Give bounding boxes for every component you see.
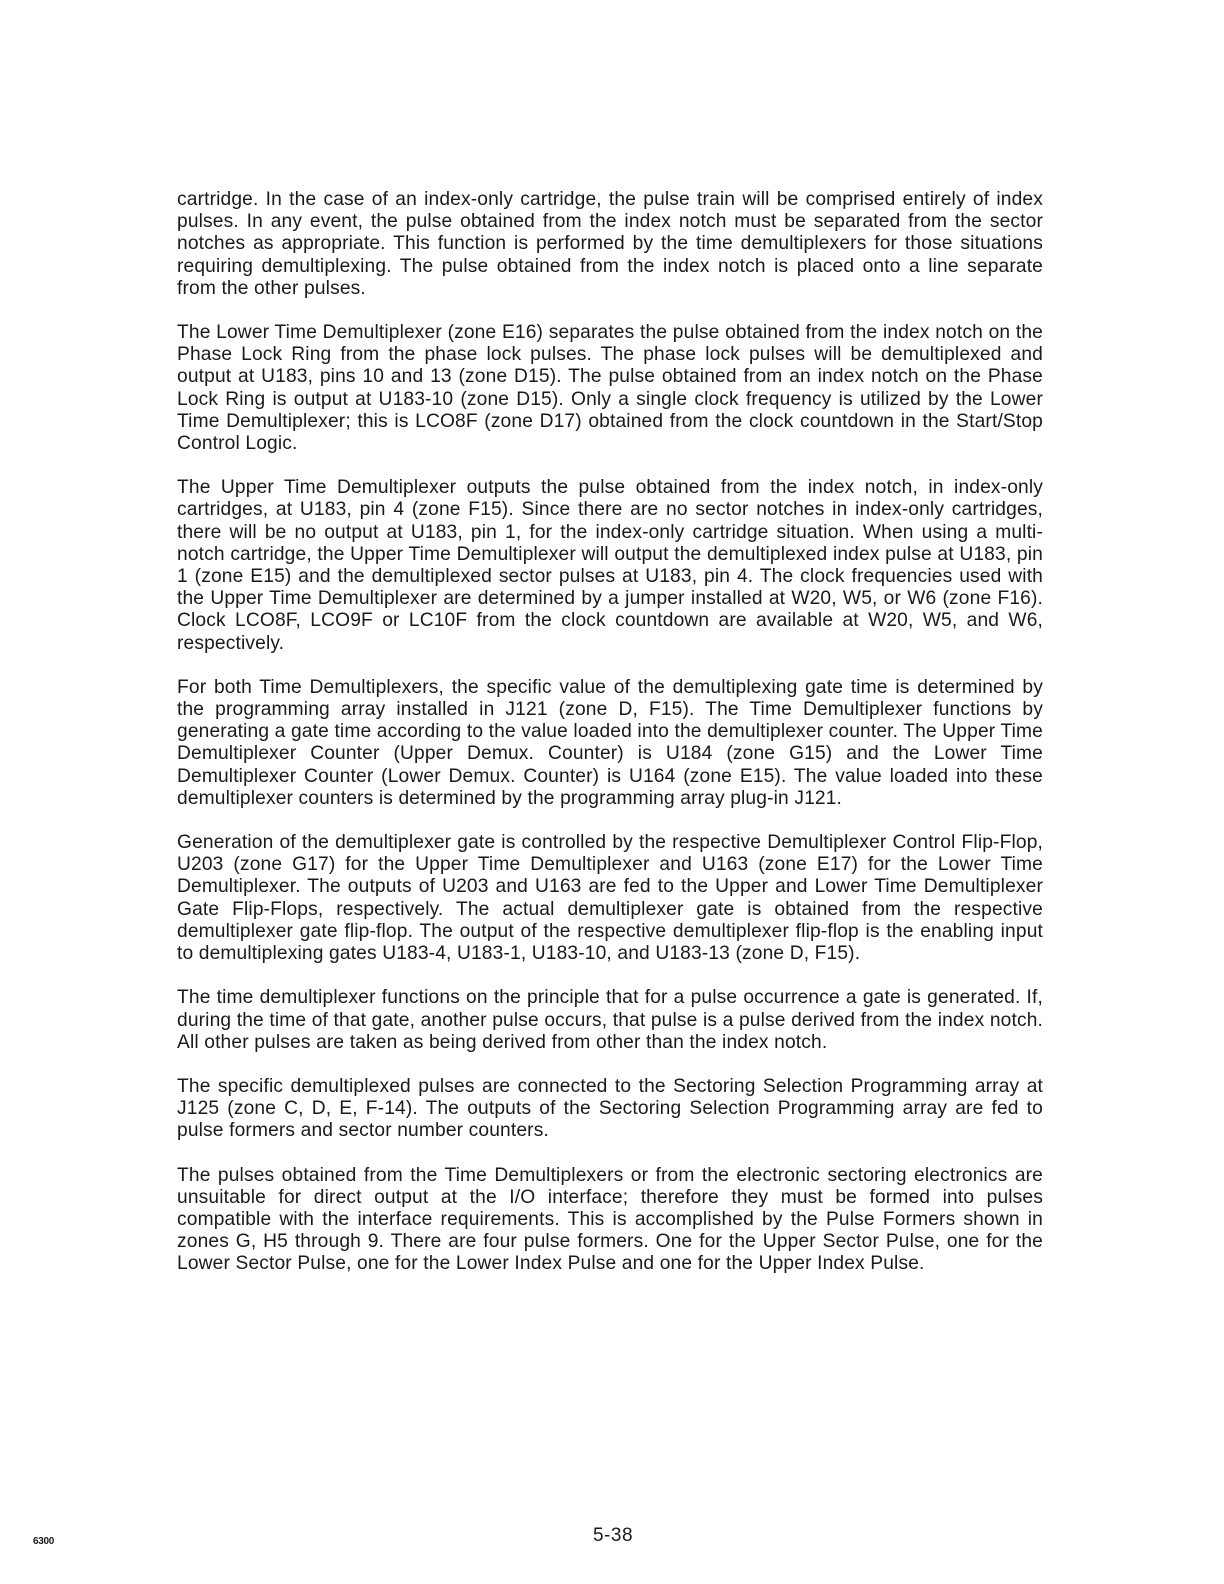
paragraph-4: For both Time Demultiplexers, the specific value of the demultiplexing gate time is determined by the programming array installed in J121 (zone D, F15). The Time Demultiplexer functions by generating a gate time according to the value loaded into the demultiplexer counter. The Upper Time Demultiplexer Counter (Upper Demux. Counter) is U184 (zone G15) and the Lower Time Demultiplexer Counter (Lower Demux. Counter) is U164 (zone E15). The value loaded into these demultiplexer counters is determined by the programming array plug-in J121. xyxy=(177,676,1043,809)
document-code: 6300 xyxy=(33,1536,55,1547)
paragraph-2: The Lower Time Demultiplexer (zone E16) separates the pulse obtained from the index notch on the Phase Lock Ring from the phase lock pulses. The phase lock pulses will be demultiplexed and output at U183, pins 10 and 13 (zone D15). The pulse obtained from an index notch on the Phase Lock Ring is output at U183-10 (zone D15). Only a single clock frequency is utilized by the Lower Time Demultiplexer; this is LCO8F (zone D17) obtained from the clock countdown in the Start/Stop Control Logic. xyxy=(177,322,1043,455)
paragraph-8: The pulses obtained from the Time Demultiplexers or from the electronic sectoring electronics are unsuitable for direct output at the I/O interface; therefore they must be formed into pulses compatible with the interface requirements. This is accomplished by the Pulse Formers shown in zones G, H5 through 9. There are four pulse formers. One for the Upper Sector Pulse, one for the Lower Sector Pulse, one for the Lower Index Pulse and one for the Upper Index Pulse. xyxy=(177,1164,1043,1275)
paragraph-7: The specific demultiplexed pulses are connected to the Sectoring Selection Programming array at J125 (zone C, D, E, F-14). The outputs of the Sectoring Selection Programming array are fed to pulse formers and sector number counters. xyxy=(177,1075,1043,1142)
paragraph-5: Generation of the demultiplexer gate is controlled by the respective Demultiplexer Control Flip-Flop, U203 (zone G17) for the Upper Time Demultiplexer and U163 (zone E17) for the Lower Time Demultiplexer. The outputs of U203 and U163 are fed to the Upper and Lower Time Demultiplexer Gate Flip-Flops, respectively. The actual demultiplexer gate is obtained from the respective demultiplexer gate flip-flop. The output of the respective demultiplexer flip-flop is the enabling input to demultiplexing gates U183-4, U183-1, U183-10, and U183-13 (zone D, F15). xyxy=(177,832,1043,965)
page-body xyxy=(177,189,1043,1298)
paragraph-1: cartridge. In the case of an index-only cartridge, the pulse train will be comprised entirely of index pulses. In any event, the pulse obtained from the index notch must be separated from the sector notches as appropriate. This function is performed by the time demultiplexers for those situations requiring demultiplexing. The pulse obtained from the index notch is placed onto a line separate from the other pulses. xyxy=(177,189,1043,299)
paragraph-6: The time demultiplexer functions on the principle that for a pulse occurrence a gate is generated. If, during the time of that gate, another pulse occurs, that pulse is a pulse derived from the index notch. All other pulses are taken as being derived from other than the index notch. xyxy=(177,987,1043,1053)
page-number: 5-38 xyxy=(592,1525,634,1546)
paragraph-3: The Upper Time Demultiplexer outputs the pulse obtained from the index notch, in index-only cartridges, at U183, pin 4 (zone F15). Since there are no sector notches in index-only cartridges, there will be no output at U183, pin 1, for the index-only cartridge situation. When using a multi-notch cartridge, the Upper Time Demultiplexer will output the demultiplexed index pulse at U183, pin 1 (zone E15) and the demultiplexed sector pulses at U183, pin 4. The clock frequencies used with the Upper Time Demultiplexer are determined by a jumper installed at W20, W5, or W6 (zone F16). Clock LCO8F, LCO9F or LC10F from the clock countdown are available at W20, W5, and W6, respectively. xyxy=(177,477,1043,654)
